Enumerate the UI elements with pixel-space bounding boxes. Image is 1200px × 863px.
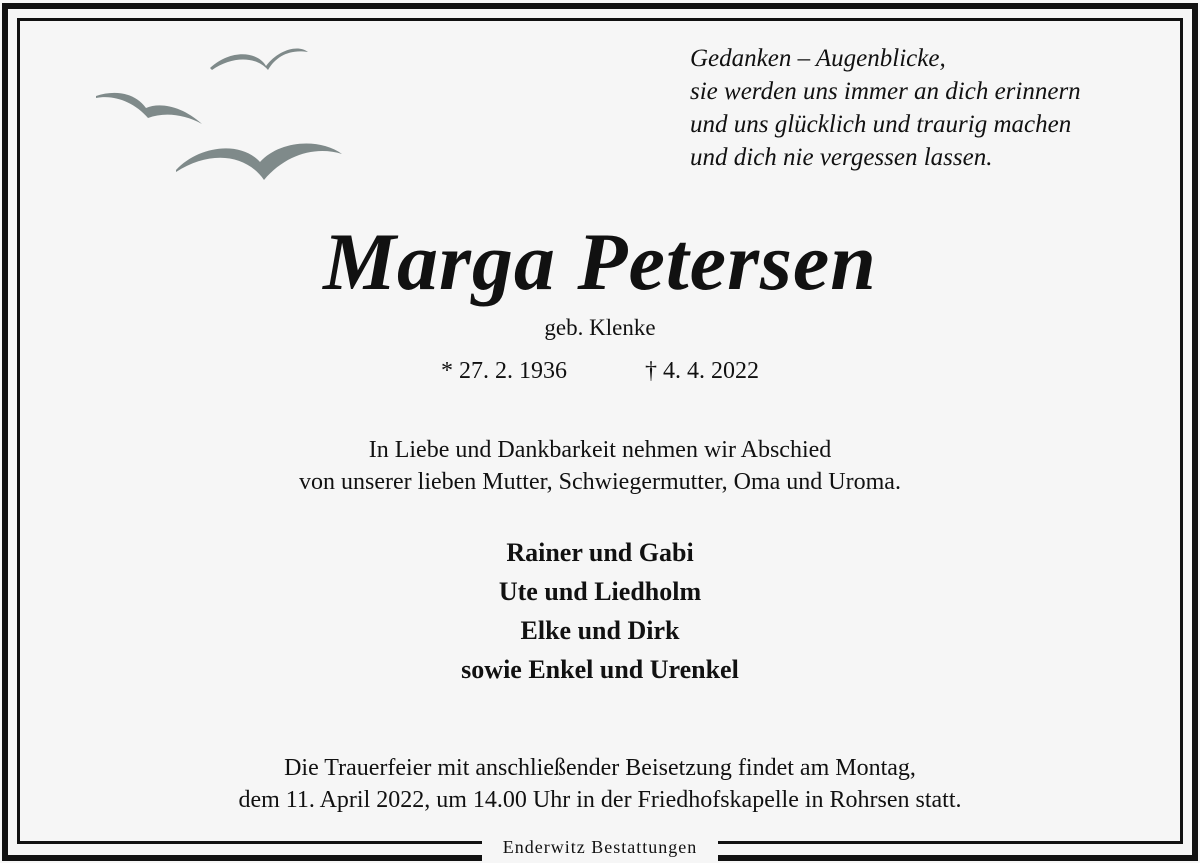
poem-line: Gedanken – Augenblicke, (690, 45, 946, 72)
message-line: von unserer lieben Mutter, Schwiegermutter, Oma und Uroma. (299, 469, 901, 495)
birth-date: * 27. 2. 1936 (441, 358, 567, 384)
farewell-message (0, 434, 1200, 498)
poem (690, 42, 1170, 174)
life-dates (0, 356, 1200, 386)
family-line: Rainer und Gabi (506, 538, 694, 567)
bird-middle-icon (96, 93, 202, 124)
family-line: Elke und Dirk (520, 616, 680, 645)
poem-line: und uns glücklich und traurig machen (690, 111, 1072, 138)
family-line: sowie Enkel und Urenkel (461, 655, 739, 684)
death-date: † 4. 4. 2022 (645, 358, 759, 384)
bird-large-icon (176, 144, 342, 180)
service-info (0, 752, 1200, 816)
family-names (0, 533, 1200, 689)
birds-icon (90, 38, 350, 188)
maiden-name: geb. Klenke (544, 315, 656, 340)
deceased-name: Marga Petersen (323, 216, 877, 307)
service-line: Die Trauerfeier mit anschließender Beisetzung findet am Montag, (284, 755, 916, 781)
bird-small-icon (210, 48, 308, 70)
poem-line: sie werden uns immer an dich erinnern (690, 78, 1081, 105)
family-line: Ute und Liedholm (498, 577, 702, 606)
message-line: In Liebe und Dankbarkeit nehmen wir Abschied (368, 437, 832, 463)
poem-line: und dich nie vergessen lassen. (690, 144, 993, 171)
undertaker-label: Enderwitz Bestattungen (482, 833, 718, 861)
service-line: dem 11. April 2022, um 14.00 Uhr in der Friedhofskapelle in Rohrsen statt. (238, 787, 962, 813)
